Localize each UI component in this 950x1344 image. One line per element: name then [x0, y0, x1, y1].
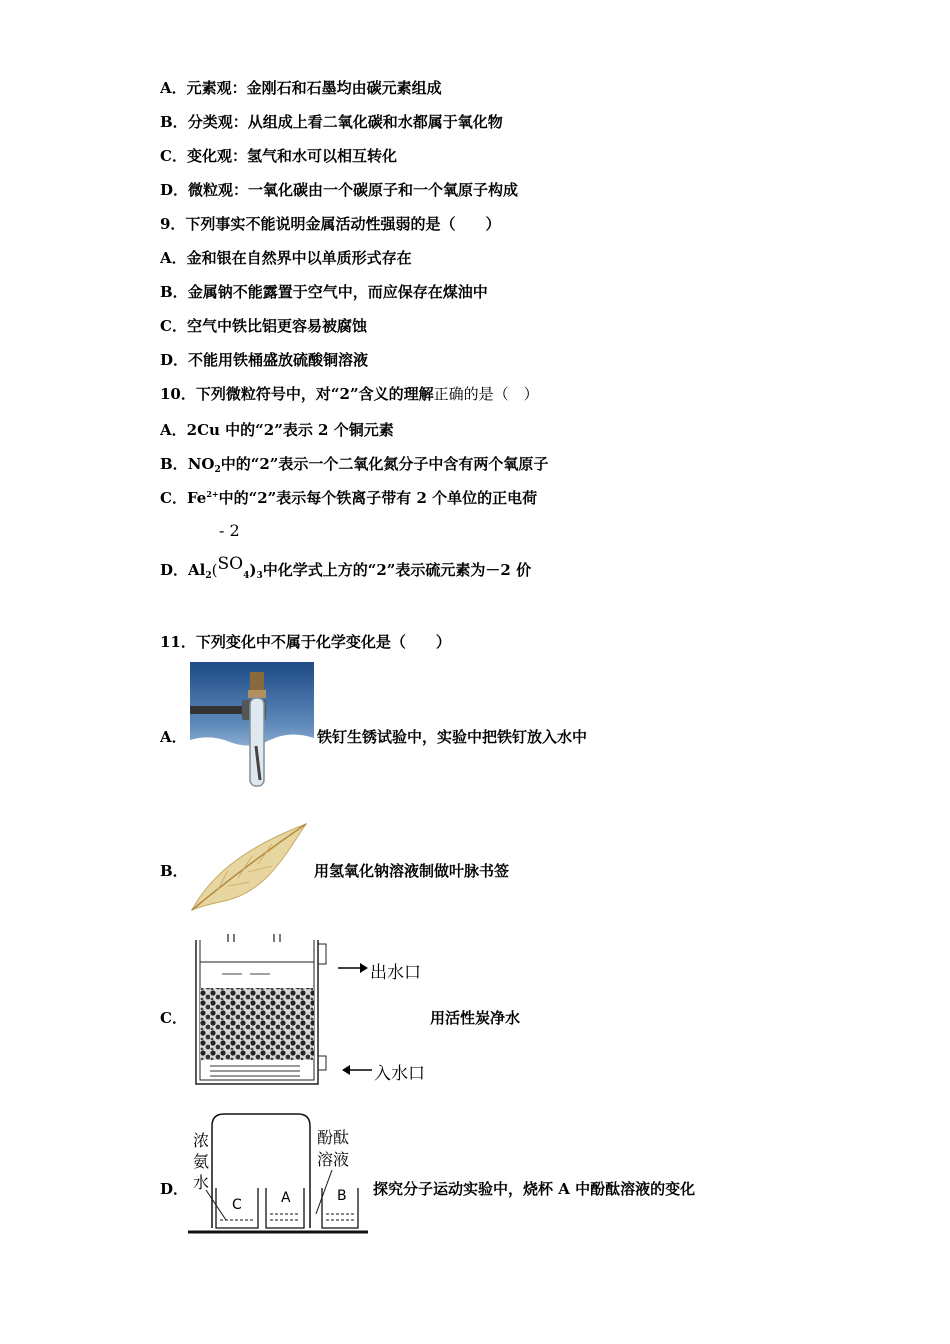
beaker-b-label: B: [337, 1188, 347, 1204]
q11-option-c-text: 用活性炭净水: [430, 1009, 521, 1027]
ammonia-label: 浓 氨 水: [193, 1131, 210, 1192]
q10-option-a: A．2Cu 中的“2”表示 2 个铜元素: [160, 421, 394, 439]
rusting-test-tube-photo: [190, 662, 314, 788]
q11-option-a-letter: A．: [160, 728, 187, 746]
outlet-label: 出水口: [370, 963, 421, 983]
q11-option-c-letter: C．: [160, 1009, 187, 1027]
q8-option-b: B．分类观：从组成上看二氧化碳和水都属于氧化物: [160, 113, 503, 131]
q11-option-d-text: 探究分子运动实验中，烧杯 A 中酚酞溶液的变化: [373, 1180, 696, 1198]
q8-option-a: A．元素观：金刚石和石墨均由碳元素组成: [160, 79, 442, 97]
phenolphthalein-label: 酚酞 溶液: [317, 1128, 350, 1169]
q10-option-d: D．$Al_2(SO_4)_3$中化学式上方的“2”表示硫元素为－2 价: [160, 554, 532, 581]
q8-option-c: C．变化观：氢气和水可以相互转化: [160, 147, 397, 165]
q10-option-c: C．$Fe^{2+}$中的“2”表示每个铁离子带有 2 个单位的正电荷: [160, 489, 538, 507]
q9-option-b: B．金属钠不能露置于空气中，而应保存在煤油中: [160, 283, 488, 301]
q9-option-a: A．金和银在自然界中以单质形式存在: [160, 249, 412, 267]
q10-valence-mark: - 2: [219, 521, 240, 540]
q11-stem: 11．下列变化中不属于化学变化是（ ）: [160, 633, 451, 651]
q10-stem: 10．下列微粒符号中，对“2”含义的理解正确的是（ ）: [160, 385, 539, 403]
q9-stem: 9．下列事实不能说明金属活动性强弱的是（ ）: [160, 215, 501, 233]
beaker-a-label: A: [281, 1190, 291, 1206]
q11-option-d-letter: D．: [160, 1180, 189, 1198]
q10-option-b: B．$NO_2$中的“2”表示一个二氧化氮分子中含有两个氧原子: [160, 455, 549, 475]
inlet-label: 入水口: [374, 1064, 425, 1084]
q11-option-b-letter: B．: [160, 862, 188, 880]
q9-option-c: C．空气中铁比铝更容易被腐蚀: [160, 317, 367, 335]
q8-option-d: D．微粒观：一氧化碳由一个碳原子和一个氧原子构成: [160, 181, 519, 199]
beaker-c-label: C: [232, 1197, 242, 1213]
q9-option-d: D．不能用铁桶盛放硫酸铜溶液: [160, 351, 369, 369]
q11-option-b-text: 用氢氧化钠溶液制做叶脉书签: [314, 862, 510, 880]
leaf-skeleton-bookmark-image: [188, 820, 310, 914]
q11-option-a-text: 铁钉生锈试验中，实验中把铁钉放入水中: [317, 728, 588, 746]
